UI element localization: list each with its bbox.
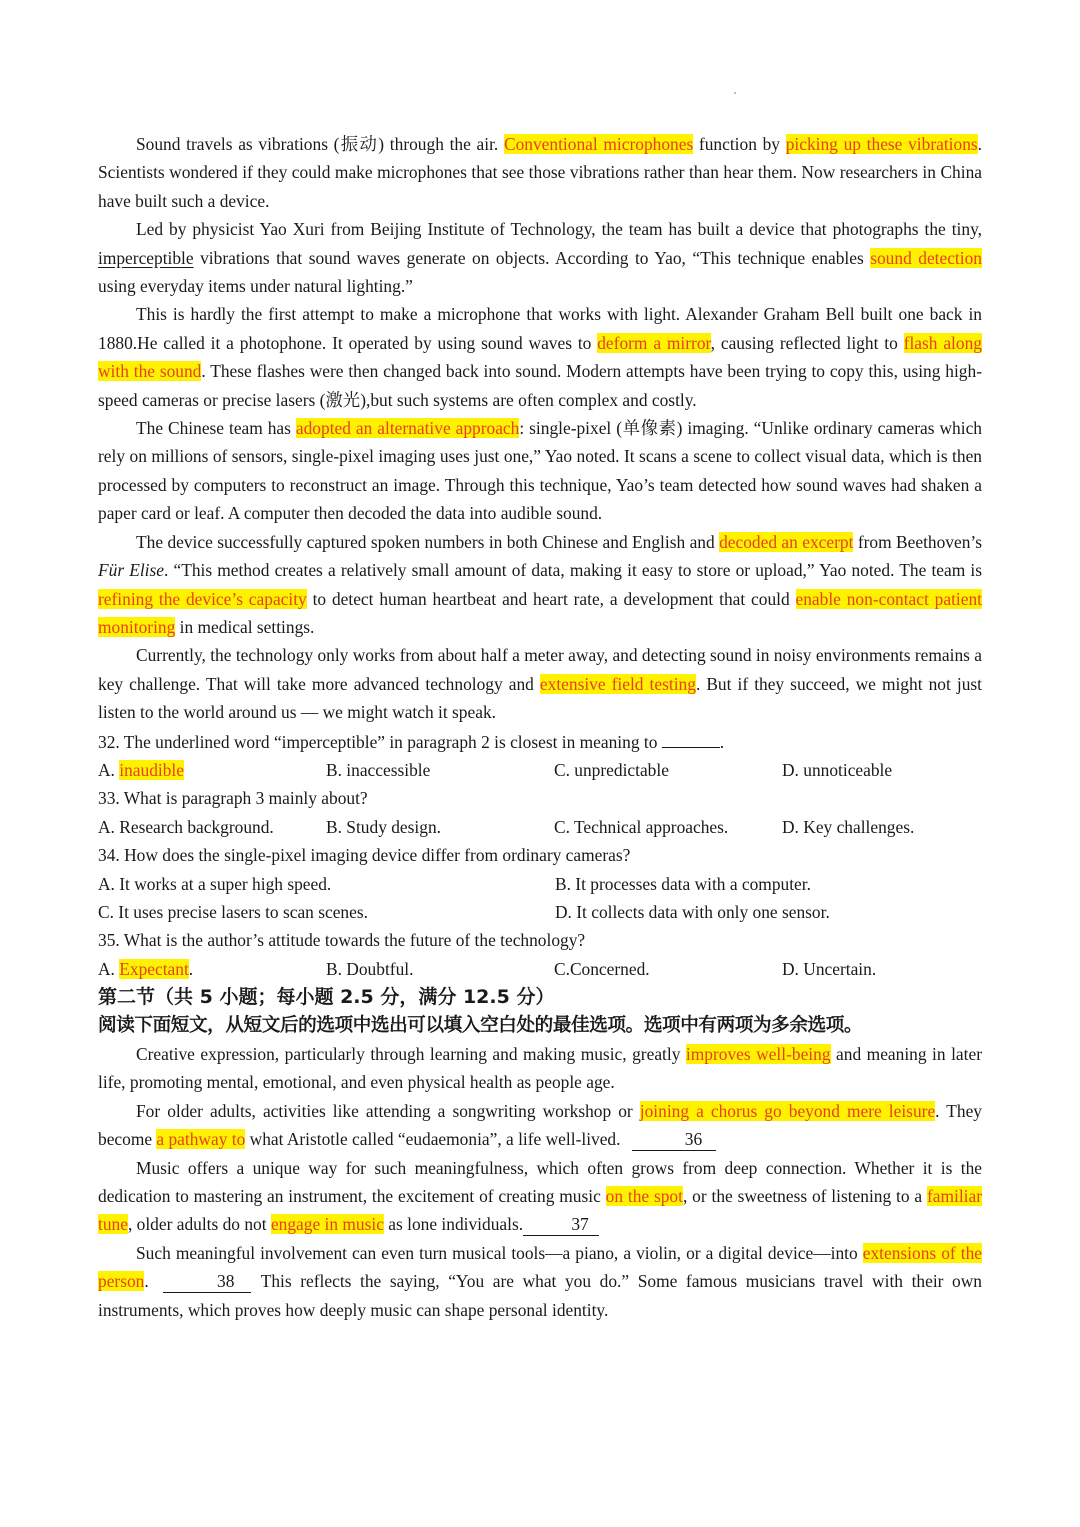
text-span: : single-pixel (单像素) imaging. “Unlike ordinary cameras which rely on millions of sensors, single-pixel imaging uses just one,” Yao noted. It scans a scene to collect visual data, which is then processed by computers to reconstruct an image. Through this technique, Yao’s team detected how sound waves had shaken a paper card or leaf. A computer then decoded the data into audible sound.	[98, 418, 982, 524]
question-text: 32. The underlined word “imperceptible” in paragraph 2 is closest in meaning to	[98, 731, 662, 752]
highlight: improves well-being	[685, 1044, 831, 1064]
option-c: C. unpredictable	[554, 759, 669, 780]
text-span: Creative expression, particularly through learning and making music, greatly	[136, 1044, 686, 1064]
option-end: .	[188, 958, 194, 979]
highlight: refining the device’s capacity	[98, 588, 307, 609]
blank-37[interactable]: 37	[523, 1213, 599, 1236]
question-35-stem: 35. What is the author’s attitude towards the future of the technology?	[98, 930, 586, 951]
blank-38[interactable]: 38	[163, 1270, 251, 1293]
text-span: This is hardly the first attempt to make a microphone that works with light. Alexander Graham Bell built one back in 1880.He called it a photophone. It operated by using sound waves to	[98, 304, 982, 353]
page-content	[98, 130, 982, 1324]
option-d: D. It collects data with only one sensor.	[555, 901, 830, 922]
option-c: C.Concerned.	[554, 958, 650, 979]
question-34-stem: 34. How does the single-pixel imaging device differ from ordinary cameras?	[98, 845, 631, 866]
highlight: flash along with the sound	[98, 332, 982, 382]
question-32-options	[98, 756, 982, 784]
option-letter: A.	[98, 958, 120, 979]
question-34-options-row-1	[98, 870, 982, 898]
text-span: Music offers a unique way for such meaningfulness, which often grows from deep connection. Whether it is the dedication to mastering an instrument, the excitement of creating music	[98, 1157, 982, 1207]
text-span: as lone individuals.	[383, 1214, 524, 1235]
text-span: what Aristotle called “eudaemonia”, a life well-lived.	[245, 1129, 621, 1150]
text-span: , or the sweetness of listening to a	[682, 1186, 927, 1207]
option-letter: A.	[98, 759, 120, 780]
text-span: function by	[693, 134, 786, 154]
highlight: Conventional microphones	[503, 134, 694, 154]
text-span: and meaning in later life, promoting mental, emotional, and even physical health as people age.	[98, 1044, 982, 1093]
passage-a-paragraph-2	[98, 215, 982, 300]
text-span: , causing reflected light to	[710, 332, 904, 353]
text-span: , older adults do not	[127, 1214, 271, 1235]
passage-b-paragraph-4	[98, 1239, 982, 1324]
text-span: . But if they succeed, we might not just listen to the world around us — we might watch it speak.	[98, 673, 982, 723]
passage-a-paragraph-4	[98, 414, 982, 528]
option-a	[98, 756, 326, 784]
text-span: .	[144, 1271, 149, 1292]
text-span: For older adults, activities like attending a songwriting workshop or	[136, 1100, 640, 1121]
question-35-options	[98, 955, 982, 983]
passage-a-paragraph-5	[98, 528, 982, 642]
option-c: C. Technical approaches.	[554, 816, 729, 837]
text-span: vibrations that sound waves generate on objects. According to Yao, “This technique enables	[193, 247, 871, 268]
highlight: extensive field testing	[539, 673, 696, 694]
text-span: Led by physicist Yao Xuri from Beijing Institute of Technology, the team has built a device that photographs the tiny,	[136, 219, 982, 240]
option-a: A. It works at a super high speed.	[98, 873, 332, 894]
highlight: adopted an alternative approach	[295, 418, 520, 439]
highlight: decoded an excerpt	[719, 531, 854, 552]
underlined-word: imperceptible	[98, 247, 194, 268]
text-span: This reflects the saying, “You are what you do.” Some famous musicians travel with their own instruments, which proves how deeply music can shape personal identity.	[98, 1271, 982, 1320]
text-span: in medical settings.	[175, 616, 315, 637]
option-d: D. Key challenges.	[782, 816, 915, 837]
highlight: extensions of the person	[98, 1242, 982, 1292]
highlight: engage in music	[270, 1214, 384, 1235]
text-span: The Chinese team has	[136, 418, 296, 439]
option-b: B. Study design.	[326, 816, 441, 837]
option-b: B. Doubtful.	[326, 958, 414, 979]
italic-title: Für Elise	[98, 560, 164, 581]
question-32-stem	[98, 727, 982, 756]
highlight: enable non-contact patient monitoring	[98, 588, 982, 637]
highlight: deform a mirror	[597, 332, 711, 353]
question-33-stem: 33. What is paragraph 3 mainly about?	[98, 788, 368, 809]
option-a	[98, 955, 326, 983]
section-instruction: 阅读下面短文，从短文后的选项中选出可以填入空白处的最佳选项。选项中有两项为多余选项。	[98, 1014, 863, 1036]
passage-a-paragraph-1	[98, 130, 982, 215]
passage-a-paragraph-6	[98, 641, 982, 726]
passage-b-paragraph-2	[98, 1097, 982, 1154]
passage-b-paragraph-3	[98, 1154, 982, 1239]
highlight: Expectant	[119, 958, 189, 979]
text-span: . Scientists wondered if they could make microphones that see those vibrations rather than hear them. Now researchers in China have built such a device.	[98, 134, 983, 211]
text-span: . These flashes were then changed back into sound. Modern attempts have been trying to copy this, using high-speed cameras or precise lasers (激光),but such systems are often complex and costly.	[98, 361, 982, 410]
text-span: to detect human heartbeat and heart rate, a development that could	[306, 588, 796, 609]
highlight: familiar tune	[98, 1186, 982, 1235]
highlight: inaudible	[119, 759, 184, 780]
highlight: sound detection	[870, 247, 982, 268]
section-heading: 第二节（共 5 小题；每小题 2.5 分，满分 12.5 分）	[98, 986, 555, 1009]
passage-a-paragraph-3	[98, 300, 982, 414]
text-span: . They become	[98, 1100, 982, 1150]
option-b: B. It processes data with a computer.	[555, 873, 811, 894]
text-span: Sound travels as vibrations (振动) through the air.	[136, 134, 504, 154]
scan-speck	[734, 92, 736, 94]
question-33-options	[98, 813, 982, 841]
option-d: D. unnoticeable	[782, 759, 893, 780]
answer-blank	[662, 727, 720, 748]
text-span: Such meaningful involvement can even turn musical tools—a piano, a violin, or a digital device—into	[136, 1242, 863, 1263]
highlight: picking up these vibrations	[785, 134, 978, 154]
option-c: C. It uses precise lasers to scan scenes.	[98, 901, 368, 922]
option-a: A. Research background.	[98, 816, 274, 837]
text-span: from Beethoven’s	[853, 531, 982, 552]
option-b: B. inaccessible	[326, 759, 431, 780]
highlight: on the spot	[605, 1186, 683, 1207]
text-span: . “This method creates a relatively small amount of data, making it easy to store or upload,” Yao noted. The team is	[164, 560, 982, 581]
text-span: The device successfully captured spoken numbers in both Chinese and English and	[136, 531, 720, 552]
question-34-options-row-2	[98, 898, 982, 926]
highlight: joining a chorus go beyond mere leisure	[639, 1100, 936, 1121]
text-span: Currently, the technology only works from about half a meter away, and detecting sound in noisy environments remains a key challenge. That will take more advanced technology and	[98, 645, 982, 694]
question-end: .	[719, 731, 725, 752]
text-span: using everyday items under natural lighting.”	[98, 276, 413, 297]
blank-36[interactable]: 36	[632, 1128, 716, 1151]
highlight: a pathway to	[156, 1129, 246, 1150]
passage-b-paragraph-1	[98, 1040, 982, 1097]
option-d: D. Uncertain.	[782, 958, 877, 979]
